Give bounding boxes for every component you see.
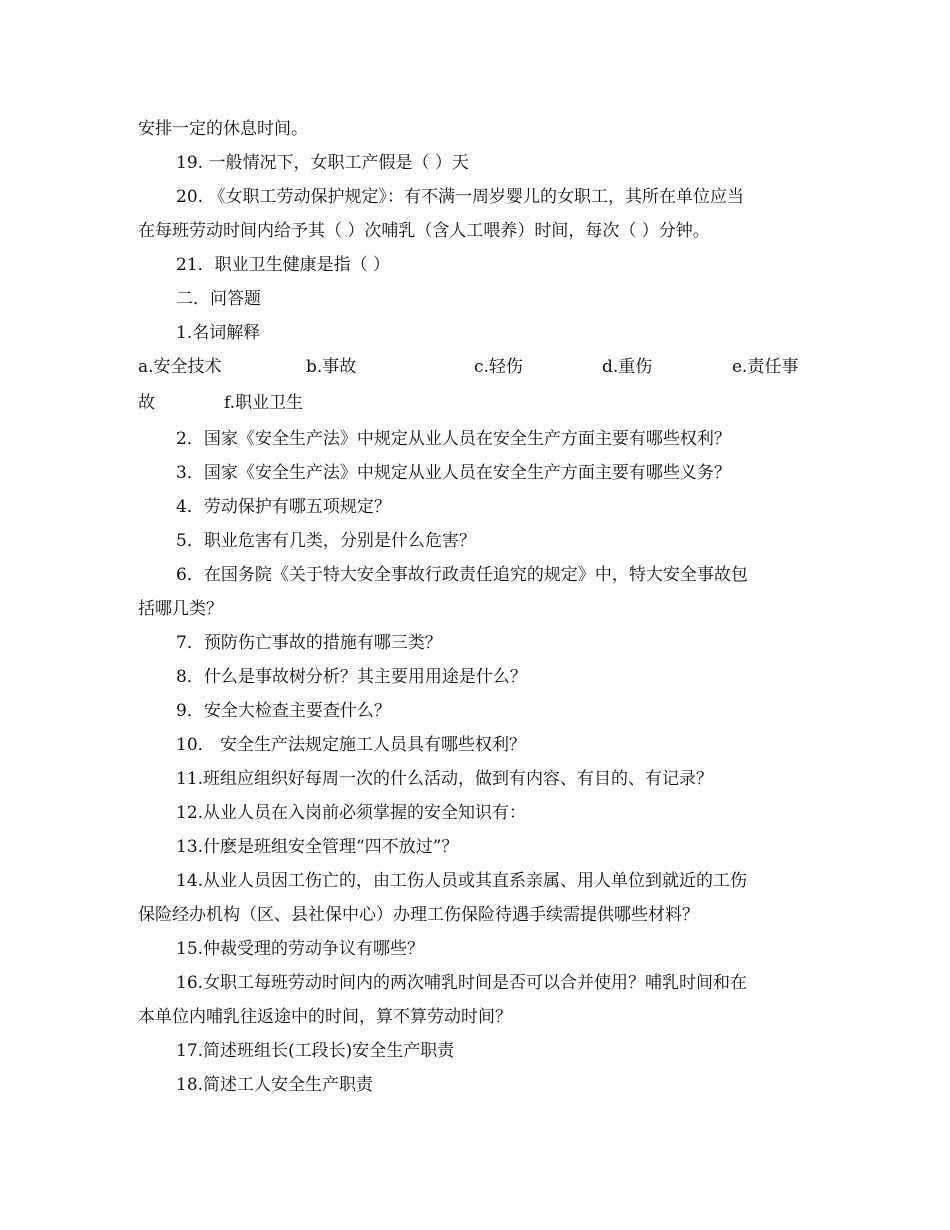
text-line: 安排一定的休息时间。 — [138, 119, 308, 139]
term-b: b.事故 — [306, 357, 357, 377]
question-18: 18.简述工人安全生产职责 — [176, 1075, 374, 1095]
question-17: 17.简述班组长(工段长)安全生产职责 — [176, 1041, 455, 1061]
term-a: a.安全技术 — [138, 357, 222, 377]
term-e: e.责任事 — [732, 357, 799, 377]
question-10: 10． 安全生产法规定施工人员具有哪些权利？ — [176, 735, 527, 755]
subsection-heading: 1.名词解释 — [176, 323, 261, 343]
question-15: 15.仲裁受理的劳动争议有哪些？ — [176, 939, 425, 959]
question-4: 4．劳动保护有哪五项规定？ — [176, 497, 391, 517]
question-16: 16.女职工每班劳动时间内的两次哺乳时间是否可以合并使用？哺乳时间和在 — [176, 973, 748, 993]
term-c: c.轻伤 — [474, 357, 523, 377]
question-9: 9．安全大检查主要查什么？ — [176, 701, 391, 721]
question-7: 7．预防伤亡事故的措施有哪三类？ — [176, 633, 442, 653]
question-20-cont: 在每班劳动时间内给予其（ ）次哺乳（含人工喂养）时间，每次（ ）分钟。 — [138, 221, 710, 241]
term-f: f.职业卫生 — [224, 393, 304, 413]
section-heading: 二．问答题 — [176, 289, 261, 309]
question-13: 13.什麽是班组安全管理“四不放过”？ — [176, 837, 459, 857]
question-3: 3．国家《安全生产法》中规定从业人员在安全生产方面主要有哪些义务？ — [176, 463, 731, 483]
question-16-cont: 本单位内哺乳往返途中的时间，算不算劳动时间？ — [138, 1007, 512, 1027]
question-2: 2．国家《安全生产法》中规定从业人员在安全生产方面主要有哪些权利？ — [176, 429, 731, 449]
question-6: 6．在国务院《关于特大安全事故行政责任追究的规定》中，特大安全事故包 — [176, 565, 748, 585]
question-8: 8．什么是事故树分析？其主要用用途是什么？ — [176, 667, 527, 687]
question-14: 14.从业人员因工伤亡的，由工伤人员或其直系亲属、用人单位到就近的工伤 — [176, 871, 748, 891]
question-21: 21．职业卫生健康是指（ ） — [176, 255, 391, 275]
term-d: d.重伤 — [602, 357, 653, 377]
term-list-cont — [138, 392, 818, 414]
question-5: 5．职业危害有几类，分别是什么危害？ — [176, 531, 476, 551]
question-20: 20. 《女职工劳动保护规定》：有不满一周岁婴儿的女职工，其所在单位应当 — [176, 187, 744, 207]
question-6-cont: 括哪几类？ — [138, 599, 223, 619]
question-12: 12.从业人员在入岗前必须掌握的安全知识有： — [176, 803, 527, 823]
question-14-cont: 保险经办机构（区、县社保中心）办理工伤保险待遇手续需提供哪些材料？ — [138, 905, 699, 925]
term-list — [138, 356, 818, 378]
question-11: 11.班组应组织好每周一次的什么活动，做到有内容、有目的、有记录？ — [176, 769, 714, 789]
question-19: 19. 一般情况下，女职工产假是（ ）天 — [176, 153, 469, 173]
term-e-cont: 故 — [138, 393, 155, 413]
